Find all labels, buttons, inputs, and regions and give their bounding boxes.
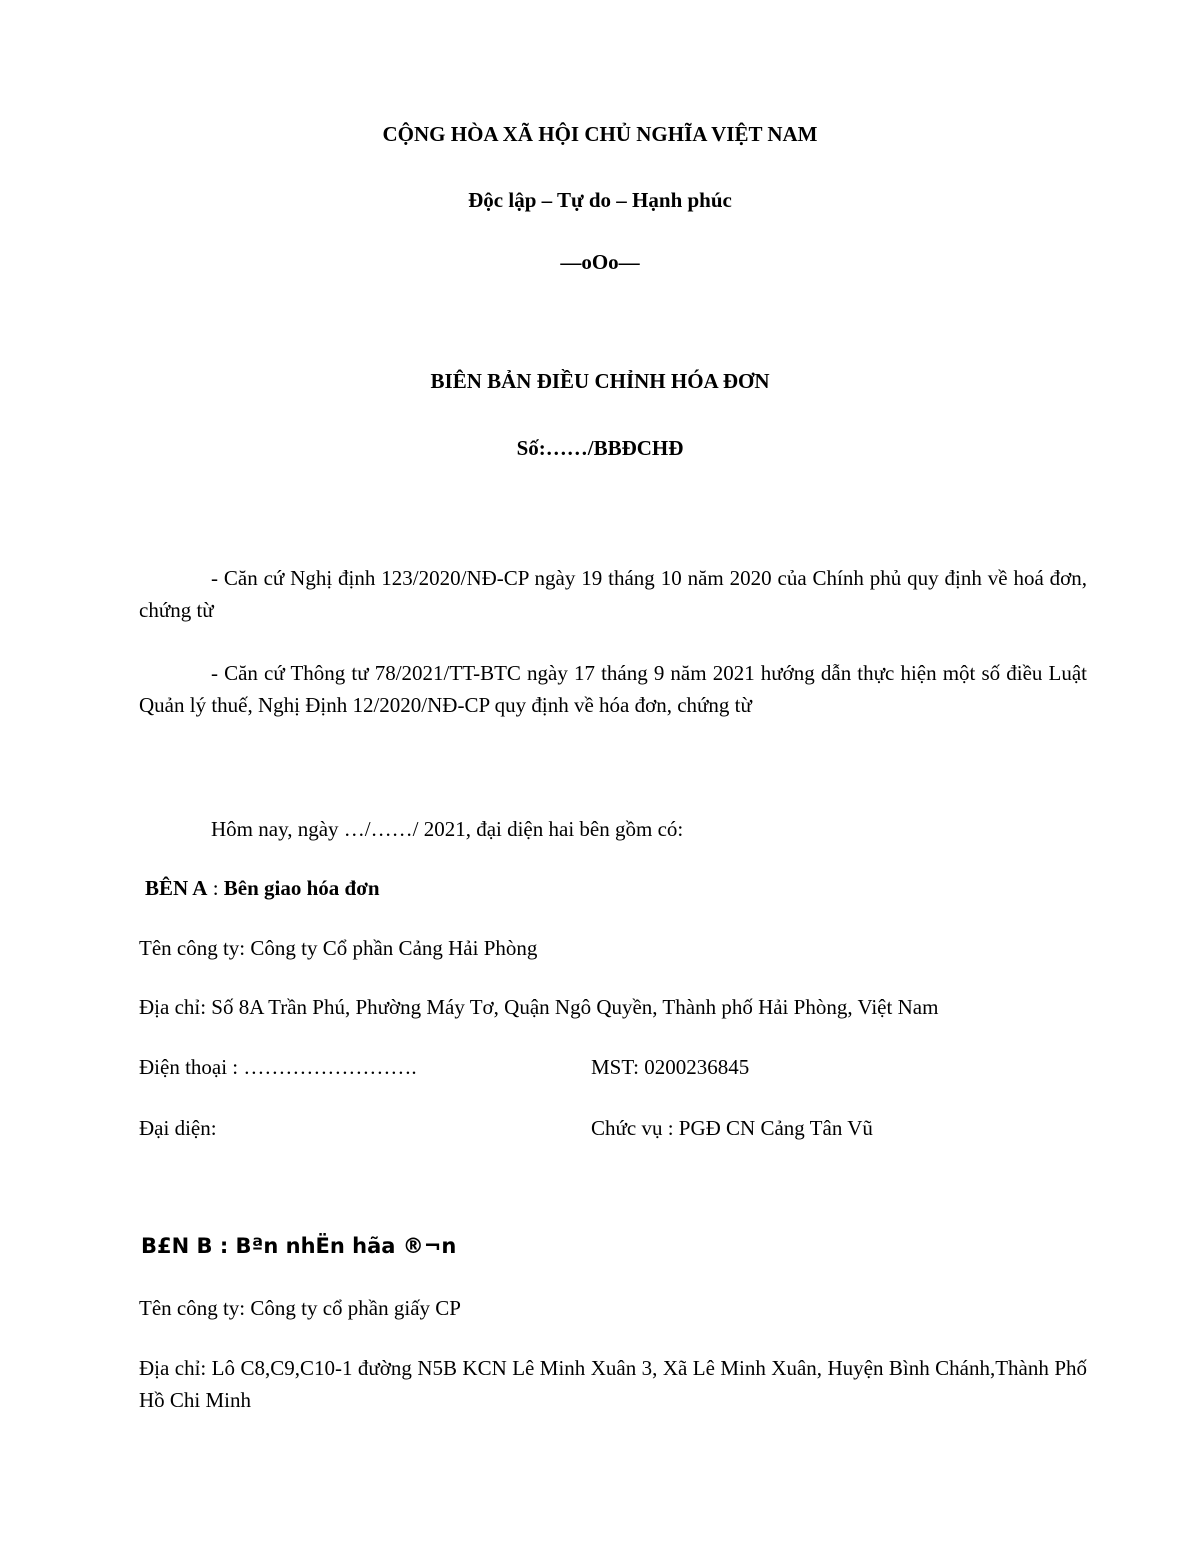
legal-basis-circular: - Căn cứ Thông tư 78/2021/TT-BTC ngày 17 tháng 9 năm 2021 hướng dẫn thực hiện một số điều Luật Quản lý thuế, Nghị Định 12/2020/NĐ-CP quy định về hóa đơn, chứng từ: [139, 661, 1087, 717]
party-b-heading: B£N B : Bªn nhËn hãa ®¬n: [141, 1234, 457, 1258]
party-a-role: Bên giao hóa đơn: [223, 876, 380, 900]
party-b-company: Tên công ty: Công ty cổ phần giấy CP: [139, 1296, 461, 1320]
party-a-position: Chức vụ : PGĐ CN Cảng Tân Vũ: [591, 1116, 873, 1140]
party-a-tax-code: MST: 0200236845: [591, 1055, 750, 1079]
party-a-phone: Điện thoại : …………………….: [139, 1055, 417, 1079]
document-title: BIÊN BẢN ĐIỀU CHỈNH HÓA ĐƠN: [430, 369, 770, 393]
party-a-company: Tên công ty: Công ty Cổ phần Cảng Hải Phòng: [139, 936, 538, 960]
national-title: CỘNG HÒA XÃ HỘI CHỦ NGHĨA VIỆT NAM: [382, 122, 818, 146]
party-a-label: BÊN A: [145, 876, 208, 900]
party-a-separator: :: [207, 876, 224, 900]
party-b-address: Địa chỉ: Lô C8,C9,C10-1 đường N5B KCN Lê Minh Xuân 3, Xã Lê Minh Xuân, Huyện Bình Chánh,Thành Phố Hồ Chi Minh: [139, 1356, 1087, 1412]
document-number: Số:……/BBĐCHĐ: [516, 436, 684, 460]
separator: —oOo—: [560, 250, 640, 274]
party-a-address: Địa chỉ: Số 8A Trần Phú, Phường Máy Tơ, Quận Ngô Quyền, Thành phố Hải Phòng, Việt Nam: [139, 995, 939, 1019]
legal-basis-decree: - Căn cứ Nghị định 123/2020/NĐ-CP ngày 19 tháng 10 năm 2020 của Chính phủ quy định về hoá đơn, chứng từ: [139, 566, 1087, 622]
party-a-representative: Đại diện:: [139, 1116, 217, 1140]
motto: Độc lập – Tự do – Hạnh phúc: [468, 188, 732, 212]
meeting-intro: Hôm nay, ngày …/……/ 2021, đại diện hai bên gồm có:: [211, 817, 684, 841]
party-a-heading: [145, 878, 380, 899]
